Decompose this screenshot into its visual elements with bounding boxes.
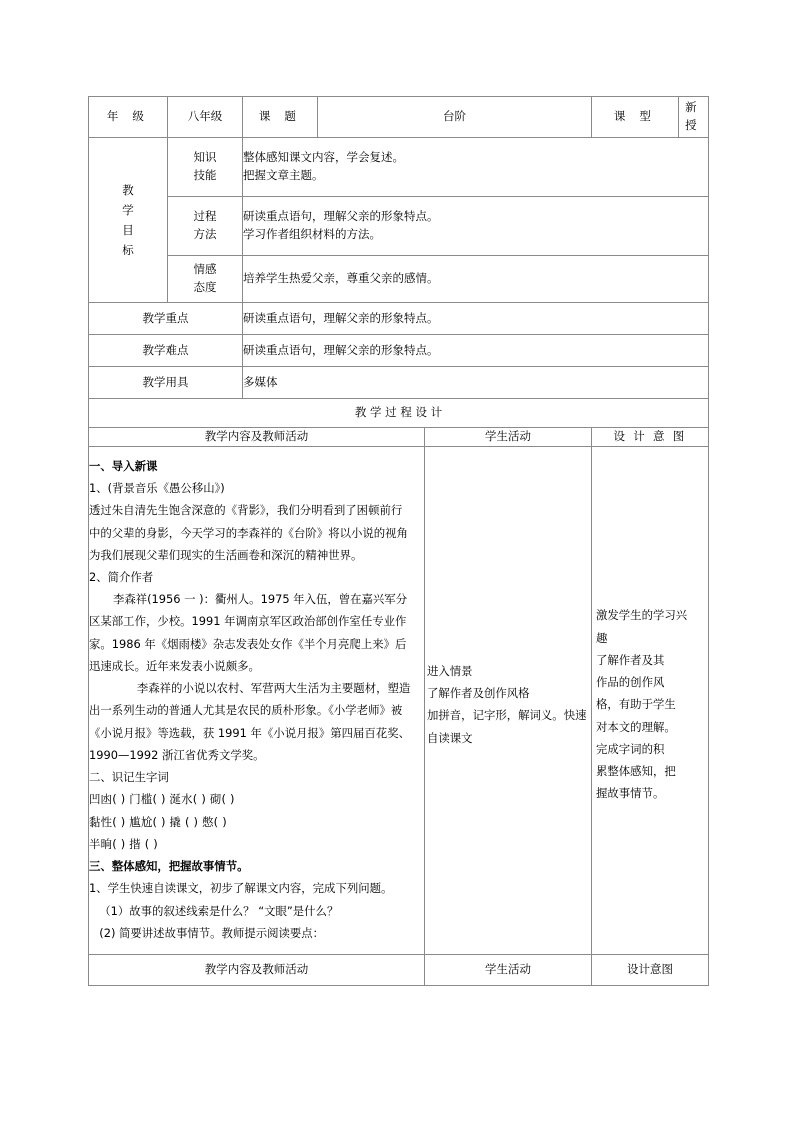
type-value-cell [679, 97, 709, 138]
key-point-row [89, 303, 709, 335]
footer-column-header-content [89, 954, 425, 985]
student-activity-line: 加拼音，记字形，解词义。快速 [427, 708, 587, 723]
process-title-cell [89, 399, 709, 428]
objective-label-line: 情感 [193, 262, 217, 277]
main-content-cell [89, 446, 425, 954]
objective-row-knowledge [89, 138, 709, 197]
objective-label-line: 过程 [193, 209, 217, 224]
student-activity-flow [425, 652, 591, 749]
type-label-cell [592, 97, 679, 138]
objective-label-line: 知识 [193, 150, 217, 165]
design-intent-line: 激发学生的学习兴 [596, 608, 688, 623]
column-header-intent-label: 设 计 意 图 [613, 429, 687, 443]
main-content-line: 中的父辈的身影，今天学习的李森祥的《台阶》将以小说的视角 [89, 525, 408, 540]
objective-row-process [89, 197, 709, 256]
key-point-value-cell [243, 303, 709, 335]
objectives-label-char: 目 [122, 223, 134, 237]
objective-content-line: 学习作者组织材料的方法。 [243, 227, 381, 241]
objective-label-attitude [168, 256, 243, 303]
topic-value: 台阶 [443, 109, 466, 124]
design-intent-line: 格，有助于学生 [596, 697, 676, 712]
objectives-label-char: 教 [122, 182, 134, 197]
tools-row [89, 367, 709, 399]
column-header-content-label: 教学内容及教师活动 [204, 429, 309, 443]
main-content-line: 为我们展现父辈们现实的生活画卷和深沉的精神世界。 [89, 547, 363, 562]
main-content-line: 2、简介作者 [89, 569, 154, 584]
design-intent-line: 作品的创作风 [596, 675, 665, 690]
main-content-line: （1）故事的叙述线索是什么？ “文眼”是什么？ [99, 903, 339, 918]
objective-label-line: 技能 [193, 168, 217, 182]
student-activity-line: 自读课文 [427, 730, 473, 745]
objective-label-knowledge [168, 138, 243, 197]
vocabulary-line: 凹凼( ) 门槛( ) 涎水( ) 砌( ) [89, 792, 235, 807]
student-activity-line: 进入情景 [427, 663, 473, 678]
design-intent-line: 对本文的理解。 [596, 719, 676, 734]
footer-column-header-student-label: 学生活动 [485, 962, 531, 977]
objective-label-line: 方法 [193, 227, 217, 241]
main-content-line: (2) 简要讲述故事情节。教师提示阅读要点： [99, 925, 325, 940]
design-intent-line: 趣 [596, 630, 608, 645]
grade-value-cell [168, 97, 243, 138]
vocabulary-block [89, 788, 424, 855]
difficult-point-label-cell [89, 335, 243, 367]
design-intent-line: 累整体感知，把 [596, 763, 676, 778]
grade-value: 八年级 [187, 109, 223, 124]
topic-value-cell [318, 97, 592, 138]
main-content-flow [89, 447, 424, 954]
design-intent-line: 完成字词的积 [596, 741, 665, 756]
topic-label-cell [243, 97, 318, 138]
objectives-row-label [89, 180, 167, 261]
student-activity-line: 了解作者及创作风格 [427, 686, 530, 701]
student-activity-cell [425, 446, 592, 954]
key-point-value: 研读重点语句，理解父亲的形象特点。 [243, 310, 439, 325]
process-title: 教 学 过 程 设 计 [354, 405, 443, 420]
process-title-row [89, 399, 709, 428]
column-header-intent [592, 428, 709, 447]
objective-content-process [243, 197, 709, 256]
footer-column-header-intent [592, 954, 709, 985]
objectives-row-label-cell [89, 138, 168, 303]
main-content-line: 《小说月报》等选载，获 1991 年《小说月报》第四届百花奖、 [89, 725, 410, 740]
footer-column-header-intent-label: 设计意图 [627, 962, 673, 977]
column-header-student [425, 428, 592, 447]
main-content-line: 李森祥的小说以农村、军营两大生活为主要题材，塑造 [136, 681, 411, 696]
vocabulary-line: 半晌( ) 揩 ( ) [89, 836, 158, 851]
main-content-line: 一、导入新课 [89, 458, 158, 473]
objective-content-knowledge [243, 138, 709, 197]
objective-label-line: 态度 [193, 280, 217, 294]
difficult-point-label: 教学难点 [142, 342, 189, 357]
design-intent-flow [592, 596, 708, 804]
difficult-point-row [89, 335, 709, 367]
main-content-line: 二、识记生字词 [89, 770, 169, 785]
main-content-line: 1990—1992 浙江省优秀文学奖。 [89, 747, 265, 762]
column-header-content [89, 428, 425, 447]
process-footer-header-row [89, 954, 709, 985]
difficult-point-value-cell [243, 335, 709, 367]
process-body-row [89, 446, 709, 954]
header-row [89, 97, 709, 138]
main-content-line: 三、整体感知，把握故事情节。 [89, 859, 249, 874]
difficult-point-value: 研读重点语句，理解父亲的形象特点。 [243, 342, 439, 357]
main-content-line: 李森祥(1956 一 )：衢州人。1975 年入伍，曾在嘉兴军分 [112, 592, 408, 607]
design-intent-line: 握故事情节。 [596, 786, 665, 801]
main-content-line: 1、学生快速自读课文，初步了解课文内容，完成下列问题。 [89, 881, 393, 896]
grade-label-cell [89, 97, 168, 138]
main-content-line: 出一系列生动的普通人尤其是农民的质朴形象。《小学老师》被 [89, 703, 403, 718]
grade-label: 年 级 [106, 109, 150, 124]
objective-content-line: 把握文章主题。 [243, 168, 324, 182]
process-column-header-row [89, 428, 709, 447]
tools-value-cell [243, 367, 709, 399]
column-header-student-label: 学生活动 [485, 429, 531, 443]
main-content-line: 迅速成长。近年来发表小说颇多。 [89, 658, 260, 673]
main-content-line: 1、(背景音乐《愚公移山》) [89, 481, 225, 496]
tools-label: 教学用具 [142, 374, 189, 389]
main-content-line: 区某部工作，少校。1991 年调南京军区政治部创作室任专业作 [89, 614, 407, 629]
objective-content-line: 研读重点语句，理解父亲的形象特点。 [243, 209, 439, 224]
objective-content-line: 整体感知课文内容，学会复述。 [243, 150, 404, 165]
key-point-label-cell [89, 303, 243, 335]
objective-row-attitude [89, 256, 709, 303]
vocabulary-line: 黏性( ) 尴尬( ) 撬 ( ) 憋( ) [89, 814, 227, 829]
main-content-line: 透过朱自清先生饱含深意的《背影》，我们分明看到了困顿前行 [89, 503, 403, 518]
key-point-label: 教学重点 [142, 310, 189, 325]
tools-label-cell [89, 367, 243, 399]
lesson-plan-table [88, 96, 709, 986]
objectives-label-char: 学 [122, 202, 134, 217]
objectives-label-char: 标 [122, 243, 134, 258]
objective-label-process [168, 197, 243, 256]
objective-content-line: 培养学生热爱父亲，尊重父亲的感情。 [243, 271, 439, 286]
tools-value: 多媒体 [243, 374, 278, 389]
objective-content-attitude [243, 256, 709, 303]
type-label: 课 型 [613, 109, 657, 124]
type-value: 新 授 [685, 100, 702, 132]
design-intent-line: 了解作者及其 [596, 652, 665, 667]
main-content-line: 家。1986 年《烟雨楼》杂志发表处女作《半个月亮爬上来》后 [89, 636, 407, 651]
footer-column-header-content-label: 教学内容及教师活动 [204, 962, 309, 977]
topic-label: 课 题 [258, 109, 302, 124]
footer-column-header-student [425, 954, 592, 985]
design-intent-cell [592, 446, 709, 954]
